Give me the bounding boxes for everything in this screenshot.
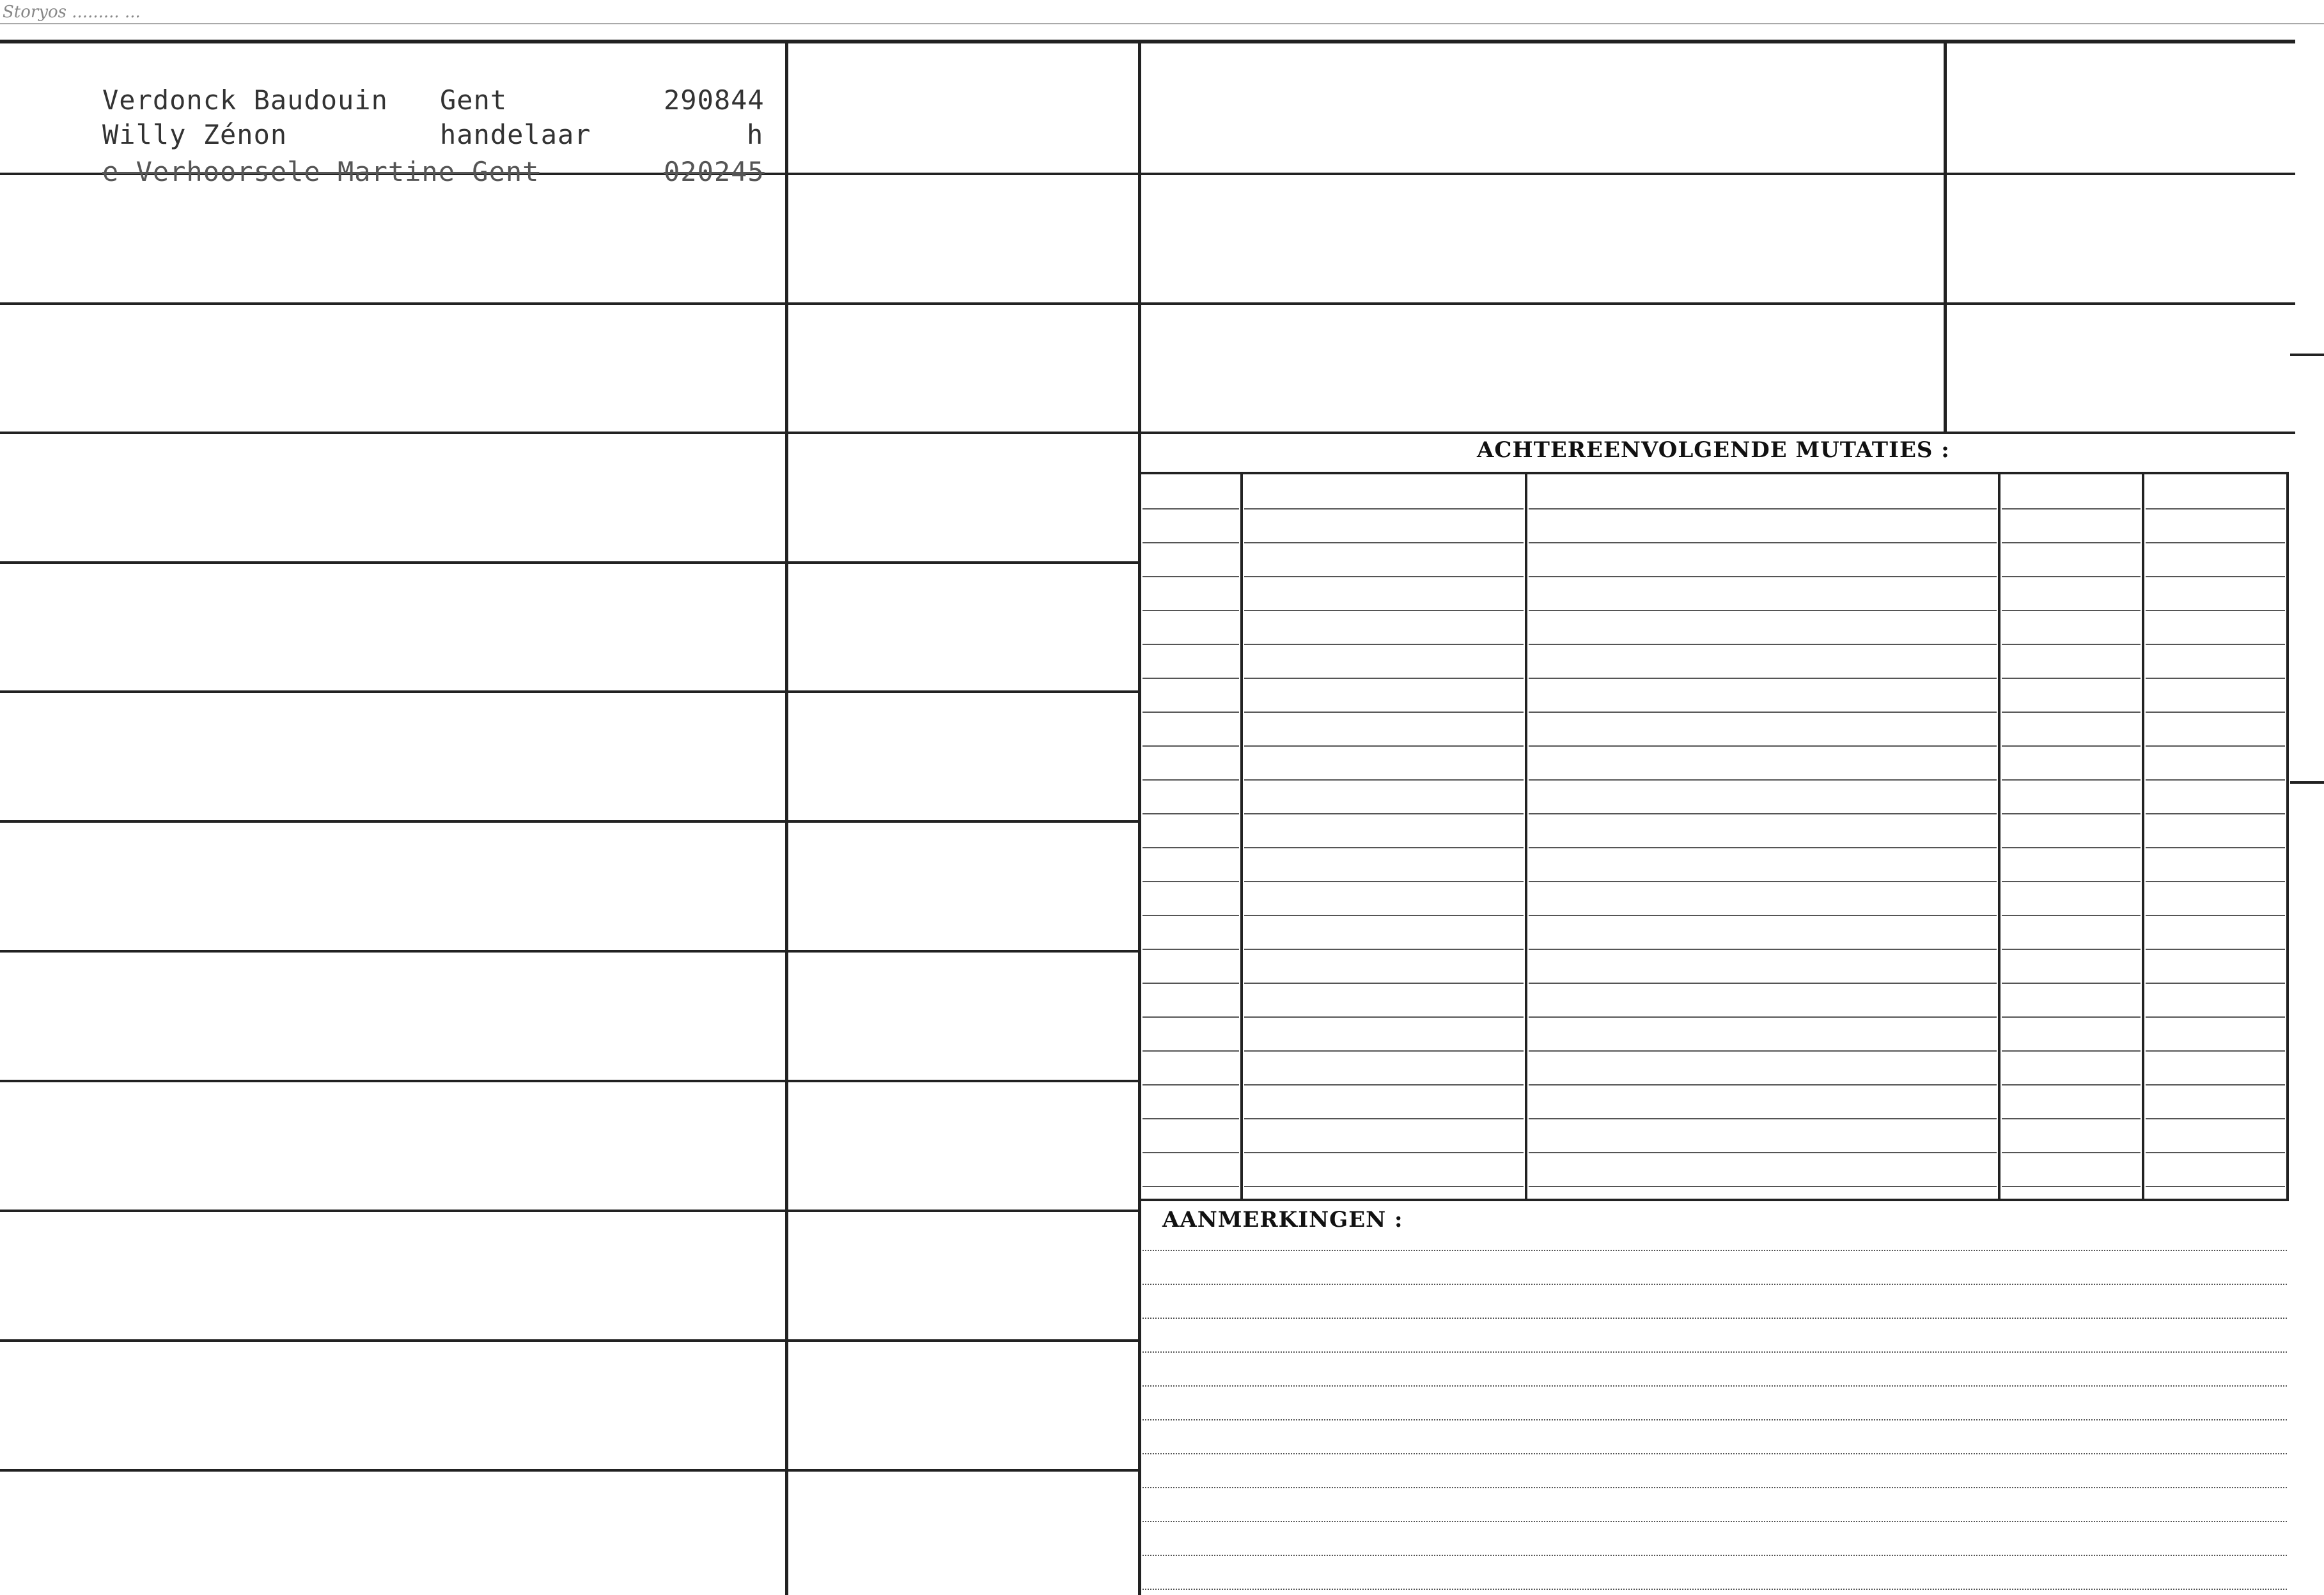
- mutaties-rule: [1244, 1186, 1524, 1187]
- mutaties-rule: [1529, 881, 1997, 882]
- aanmerkingen-rule: [1143, 1250, 2287, 1251]
- mutaties-rule: [1143, 644, 1239, 645]
- aanmerkingen-rule: [1143, 1555, 2287, 1556]
- mutaties-rule: [2146, 576, 2285, 577]
- mutaties-rule: [2002, 1186, 2141, 1187]
- mutaties-rule: [1143, 542, 1239, 543]
- mutaties-rule: [1244, 949, 1524, 950]
- col-divider-3: [1944, 42, 1947, 432]
- mutaties-rule: [1529, 1016, 1997, 1018]
- aanmerkingen-rule: [1143, 1487, 2287, 1488]
- mutaties-rule: [1529, 915, 1997, 916]
- record-name-1: Verdonck Baudouin: [102, 84, 388, 116]
- mutaties-rule: [2002, 678, 2141, 679]
- mutaties-rule: [1143, 678, 1239, 679]
- mutaties-rule: [1244, 644, 1524, 645]
- mutaties-rule: [1244, 1152, 1524, 1153]
- mutaties-rule: [2146, 949, 2285, 950]
- aanmerkingen-rule: [1143, 1385, 2287, 1387]
- mutaties-rule: [2146, 847, 2285, 848]
- mutaties-rule: [2146, 678, 2285, 679]
- mutaties-rule: [1244, 779, 1524, 781]
- mutaties-rule: [1244, 712, 1524, 713]
- mutaties-rule: [2002, 915, 2141, 916]
- aanmerkingen-title: AANMERKINGEN :: [1162, 1207, 1403, 1233]
- mutaties-rule: [2146, 610, 2285, 611]
- mutaties-rule: [1529, 542, 1997, 543]
- record-number-1: 290844: [664, 84, 765, 116]
- mutaties-rule: [2002, 779, 2141, 781]
- record-place-2: handelaar: [440, 119, 591, 150]
- mutaties-rule: [2146, 915, 2285, 916]
- mutaties-rule: [1143, 949, 1239, 950]
- aanmerkingen-rule: [1143, 1521, 2287, 1522]
- mutaties-rule: [1244, 678, 1524, 679]
- mutaties-rule: [2146, 1050, 2285, 1052]
- mutaties-rule: [1529, 813, 1997, 814]
- mutaties-title: ACHTEREENVOLGENDE MUTATIES :: [1477, 437, 1950, 463]
- mutaties-rule: [2002, 949, 2141, 950]
- mutaties-rule: [1529, 1152, 1997, 1153]
- aanmerkingen-rule: [1143, 1284, 2287, 1285]
- mutaties-rule: [1143, 1152, 1239, 1153]
- mutaties-rule: [2002, 1118, 2141, 1119]
- record-number-3-struck: 020245: [664, 156, 765, 187]
- mutaties-rule: [2002, 1016, 2141, 1018]
- mutaties-rule: [1143, 712, 1239, 713]
- mutaties-rule: [1143, 576, 1239, 577]
- mutaties-rule: [1143, 881, 1239, 882]
- mutaties-rule: [2002, 712, 2141, 713]
- mutaties-rule: [2002, 813, 2141, 814]
- aanmerkingen-rule: [1143, 1351, 2287, 1353]
- mutaties-rule: [1244, 881, 1524, 882]
- mutaties-rule: [2146, 1186, 2285, 1187]
- mutaties-rule: [1529, 610, 1997, 611]
- mutaties-rule: [1143, 745, 1239, 747]
- mutaties-rule: [2146, 1084, 2285, 1085]
- mutaties-rule: [1529, 983, 1997, 984]
- mutaties-rule: [2146, 881, 2285, 882]
- mutaties-rule: [2002, 847, 2141, 848]
- mutaties-rule: [1143, 983, 1239, 984]
- record-number-2: h: [747, 119, 764, 150]
- aanmerkingen-rule: [1143, 1318, 2287, 1319]
- mutaties-rule: [1529, 508, 1997, 510]
- mutaties-rule: [1143, 813, 1239, 814]
- mutaties-rule: [1143, 779, 1239, 781]
- mutaties-rule: [1244, 813, 1524, 814]
- mutaties-rule: [1529, 847, 1997, 848]
- col-divider-2: [1138, 42, 1141, 1595]
- col-divider-1: [785, 42, 788, 1595]
- aanmerkingen-rule: [1143, 1453, 2287, 1454]
- record-place-1: Gent: [440, 84, 508, 116]
- mutaties-rule: [1244, 508, 1524, 510]
- mutaties-rule: [2002, 610, 2141, 611]
- mutaties-rule: [2002, 881, 2141, 882]
- mutaties-rule: [1244, 1118, 1524, 1119]
- aanmerkingen-rule: [1143, 1419, 2287, 1420]
- mutaties-rule: [1143, 847, 1239, 848]
- mutaties-rule: [2146, 983, 2285, 984]
- mutaties-rule: [1244, 915, 1524, 916]
- mutaties-rule: [1143, 1118, 1239, 1119]
- mutaties-rule: [2002, 644, 2141, 645]
- mutaties-rule: [1143, 1186, 1239, 1187]
- top-scan-line: [0, 23, 2324, 24]
- mutaties-rule: [2146, 745, 2285, 747]
- mutaties-rule: [2146, 542, 2285, 543]
- mutaties-rule: [1244, 745, 1524, 747]
- mutaties-rule: [2002, 745, 2141, 747]
- mutaties-rule: [2146, 644, 2285, 645]
- mutaties-rule: [1244, 1050, 1524, 1052]
- mutaties-rule: [1244, 542, 1524, 543]
- mutaties-rule: [1143, 508, 1239, 510]
- mutaties-rule: [2146, 779, 2285, 781]
- mutaties-rule: [1529, 576, 1997, 577]
- mutaties-rule: [2002, 508, 2141, 510]
- mutaties-rule: [1143, 1016, 1239, 1018]
- mutaties-rule: [2146, 1118, 2285, 1119]
- mutaties-rule: [2146, 1016, 2285, 1018]
- mutaties-rule: [1529, 644, 1997, 645]
- mutaties-rule: [1244, 983, 1524, 984]
- mutaties-rule: [1529, 779, 1997, 781]
- mutaties-rule: [1529, 745, 1997, 747]
- mutaties-rule: [1143, 1084, 1239, 1085]
- mutaties-rule: [1244, 576, 1524, 577]
- mutaties-rule: [2146, 508, 2285, 510]
- mutaties-rule: [1143, 1050, 1239, 1052]
- mutaties-rule: [1529, 1118, 1997, 1119]
- aanmerkingen-rule: [1143, 1589, 2287, 1590]
- mutaties-rule: [1244, 847, 1524, 848]
- mutaties-rule: [1244, 1016, 1524, 1018]
- mutaties-rule: [2146, 1152, 2285, 1153]
- mutaties-rule: [2146, 712, 2285, 713]
- mutaties-rule: [2002, 983, 2141, 984]
- mutaties-rule: [2002, 1050, 2141, 1052]
- mutaties-rule: [1529, 712, 1997, 713]
- mutaties-rule: [1244, 610, 1524, 611]
- record-name-2: Willy Zénon: [102, 119, 288, 150]
- mutaties-rule: [1529, 949, 1997, 950]
- mutaties-rule: [2002, 1084, 2141, 1085]
- header-smudge: Storyos ......... ...: [3, 3, 141, 22]
- top-border: [0, 40, 2295, 43]
- mutaties-rule: [1244, 1084, 1524, 1085]
- mutaties-rule: [2002, 542, 2141, 543]
- mutaties-rule: [1529, 1186, 1997, 1187]
- mutaties-rule: [2146, 813, 2285, 814]
- record-name-3-struck: e Verhoorsele Martine Gent: [102, 156, 540, 187]
- mutaties-rule: [1529, 1050, 1997, 1052]
- mutaties-rule: [1143, 610, 1239, 611]
- mutaties-rule: [2002, 1152, 2141, 1153]
- mutaties-rule: [1143, 915, 1239, 916]
- mutaties-rule: [1529, 678, 1997, 679]
- mutaties-rule: [1529, 1084, 1997, 1085]
- mutaties-rule: [2002, 576, 2141, 577]
